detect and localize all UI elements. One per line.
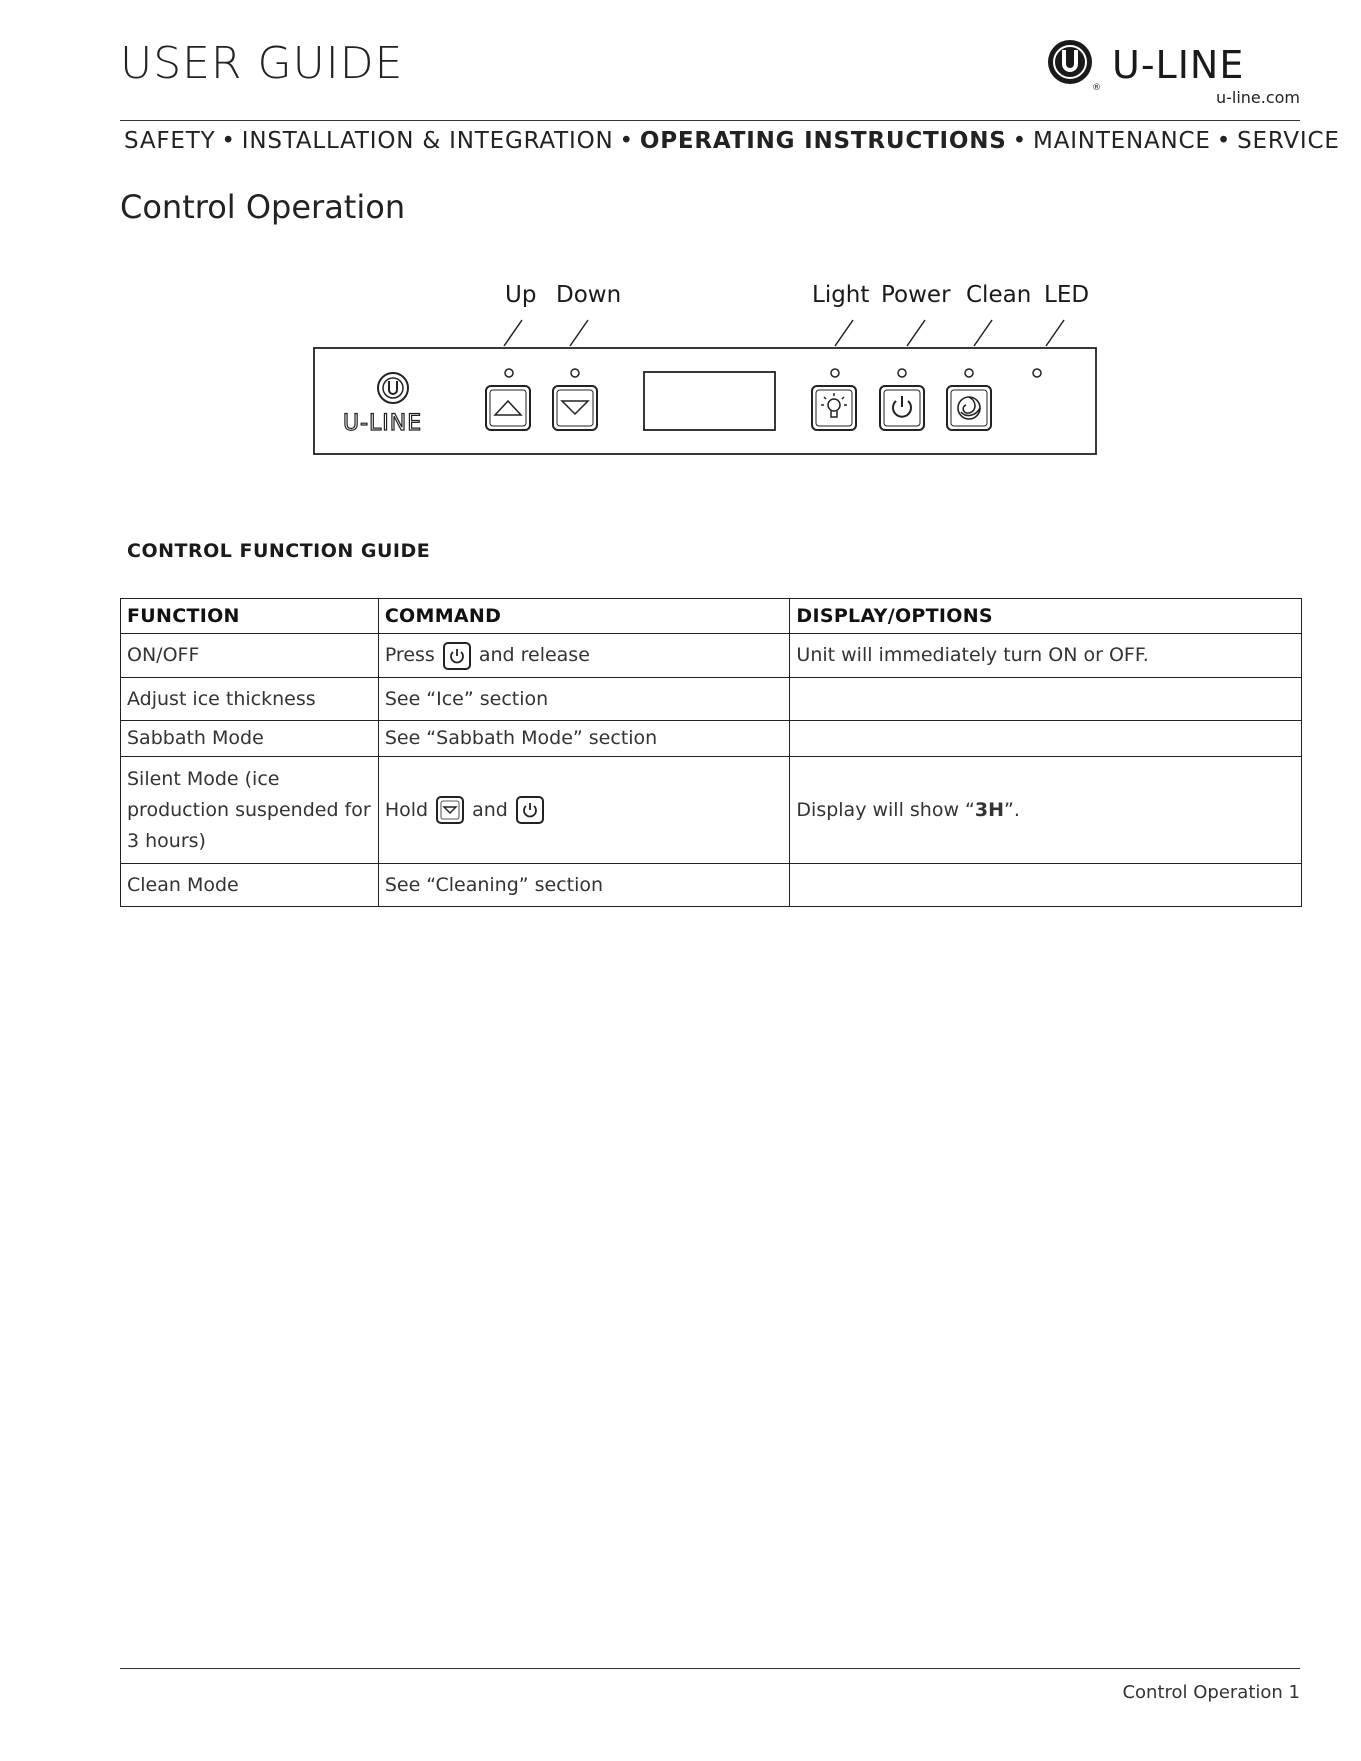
leader-up bbox=[504, 320, 522, 346]
down-arrow-icon bbox=[562, 401, 588, 414]
nav-item-installation: INSTALLATION & INTEGRATION bbox=[241, 128, 614, 154]
footer-divider bbox=[120, 1668, 1300, 1669]
cell-command: See “Sabbath Mode” section bbox=[378, 721, 790, 757]
panel-logo-text: U-LINE bbox=[343, 411, 423, 436]
command-text: Hold bbox=[384, 798, 429, 821]
command-text: and release bbox=[478, 644, 590, 666]
power-icon bbox=[516, 796, 544, 824]
panel-up-button bbox=[486, 386, 530, 430]
nav-item-safety: SAFETY bbox=[124, 128, 216, 154]
swirl-clean-icon bbox=[958, 397, 980, 419]
nav-separator: • bbox=[1216, 128, 1232, 154]
label-up: Up bbox=[505, 282, 537, 308]
cell-display: Unit will immediately turn ON or OFF. bbox=[790, 634, 1302, 678]
table-row bbox=[121, 678, 1302, 721]
up-arrow-icon bbox=[495, 401, 521, 415]
led-indicator bbox=[1033, 369, 1041, 377]
display-text: ”. bbox=[1004, 798, 1020, 821]
leader-clean bbox=[974, 320, 992, 346]
panel-light-button bbox=[812, 386, 856, 430]
leader-light bbox=[835, 320, 853, 346]
cell-display bbox=[790, 678, 1302, 721]
cell-function bbox=[121, 757, 379, 864]
nav-item-service: SERVICE bbox=[1237, 128, 1340, 154]
panel-display bbox=[644, 372, 775, 430]
svg-text:®: ® bbox=[1092, 83, 1101, 93]
nav-item-operating-instructions: OPERATING INSTRUCTIONS bbox=[639, 128, 1007, 154]
label-led: LED bbox=[1044, 282, 1090, 308]
control-panel-diagram bbox=[300, 280, 1100, 460]
cell-command bbox=[378, 634, 790, 678]
cell-function: Sabbath Mode bbox=[121, 721, 379, 757]
command-text: and bbox=[472, 798, 508, 821]
table-row bbox=[121, 757, 1302, 864]
function-line: production suspended for bbox=[127, 798, 371, 821]
cell-display bbox=[790, 757, 1302, 864]
cell-function: Clean Mode bbox=[121, 864, 379, 907]
label-power: Power bbox=[881, 282, 951, 308]
label-light: Light bbox=[812, 282, 870, 308]
display-code: 3H bbox=[974, 798, 1005, 821]
table-header-row bbox=[121, 599, 1302, 634]
nav-separator: • bbox=[221, 128, 236, 154]
header-divider bbox=[120, 120, 1300, 121]
command-text: Press bbox=[384, 644, 435, 666]
table-row bbox=[121, 634, 1302, 678]
panel-power-button bbox=[880, 386, 924, 430]
label-down: Down bbox=[556, 282, 622, 308]
section-breadcrumb bbox=[124, 128, 1340, 154]
document-title: USER GUIDE bbox=[120, 38, 404, 89]
leader-power bbox=[907, 320, 925, 346]
logo-wordmark: U-LINE bbox=[1112, 43, 1245, 87]
function-line: Silent Mode (ice bbox=[127, 767, 280, 790]
function-line: 3 hours) bbox=[127, 829, 206, 852]
table-row bbox=[121, 864, 1302, 907]
nav-separator: • bbox=[1012, 128, 1028, 154]
label-clean: Clean bbox=[966, 282, 1032, 308]
panel-down-button bbox=[553, 386, 597, 430]
light-bulb-icon bbox=[821, 393, 847, 417]
control-function-table bbox=[120, 598, 1302, 907]
nav-item-maintenance: MAINTENANCE bbox=[1033, 128, 1211, 154]
cell-display bbox=[790, 864, 1302, 907]
header-command: COMMAND bbox=[378, 599, 790, 634]
display-text: Display will show “ bbox=[796, 798, 975, 821]
leader-down bbox=[570, 320, 588, 346]
power-icon bbox=[443, 642, 471, 670]
cell-function: Adjust ice thickness bbox=[121, 678, 379, 721]
cell-command: See “Ice” section bbox=[378, 678, 790, 721]
cell-command: See “Cleaning” section bbox=[378, 864, 790, 907]
panel-clean-button bbox=[947, 386, 991, 430]
header-function: FUNCTION bbox=[121, 599, 379, 634]
panel-frame bbox=[314, 348, 1096, 454]
table-row bbox=[121, 721, 1302, 757]
page-footer: Control Operation 1 bbox=[1122, 1682, 1300, 1703]
nav-separator: • bbox=[619, 128, 634, 154]
cell-display bbox=[790, 721, 1302, 757]
section-title: Control Operation bbox=[120, 188, 406, 226]
indicator-dots bbox=[505, 369, 1041, 377]
control-function-guide-heading: CONTROL FUNCTION GUIDE bbox=[127, 540, 431, 562]
header-display-options: DISPLAY/OPTIONS bbox=[790, 599, 1302, 634]
cell-command bbox=[378, 757, 790, 864]
down-arrow-icon bbox=[436, 796, 464, 824]
leader-led bbox=[1046, 320, 1064, 346]
website-url: u-line.com bbox=[1215, 88, 1300, 107]
panel-logo bbox=[343, 373, 422, 436]
power-icon bbox=[893, 396, 911, 417]
cell-function: ON/OFF bbox=[121, 634, 379, 678]
